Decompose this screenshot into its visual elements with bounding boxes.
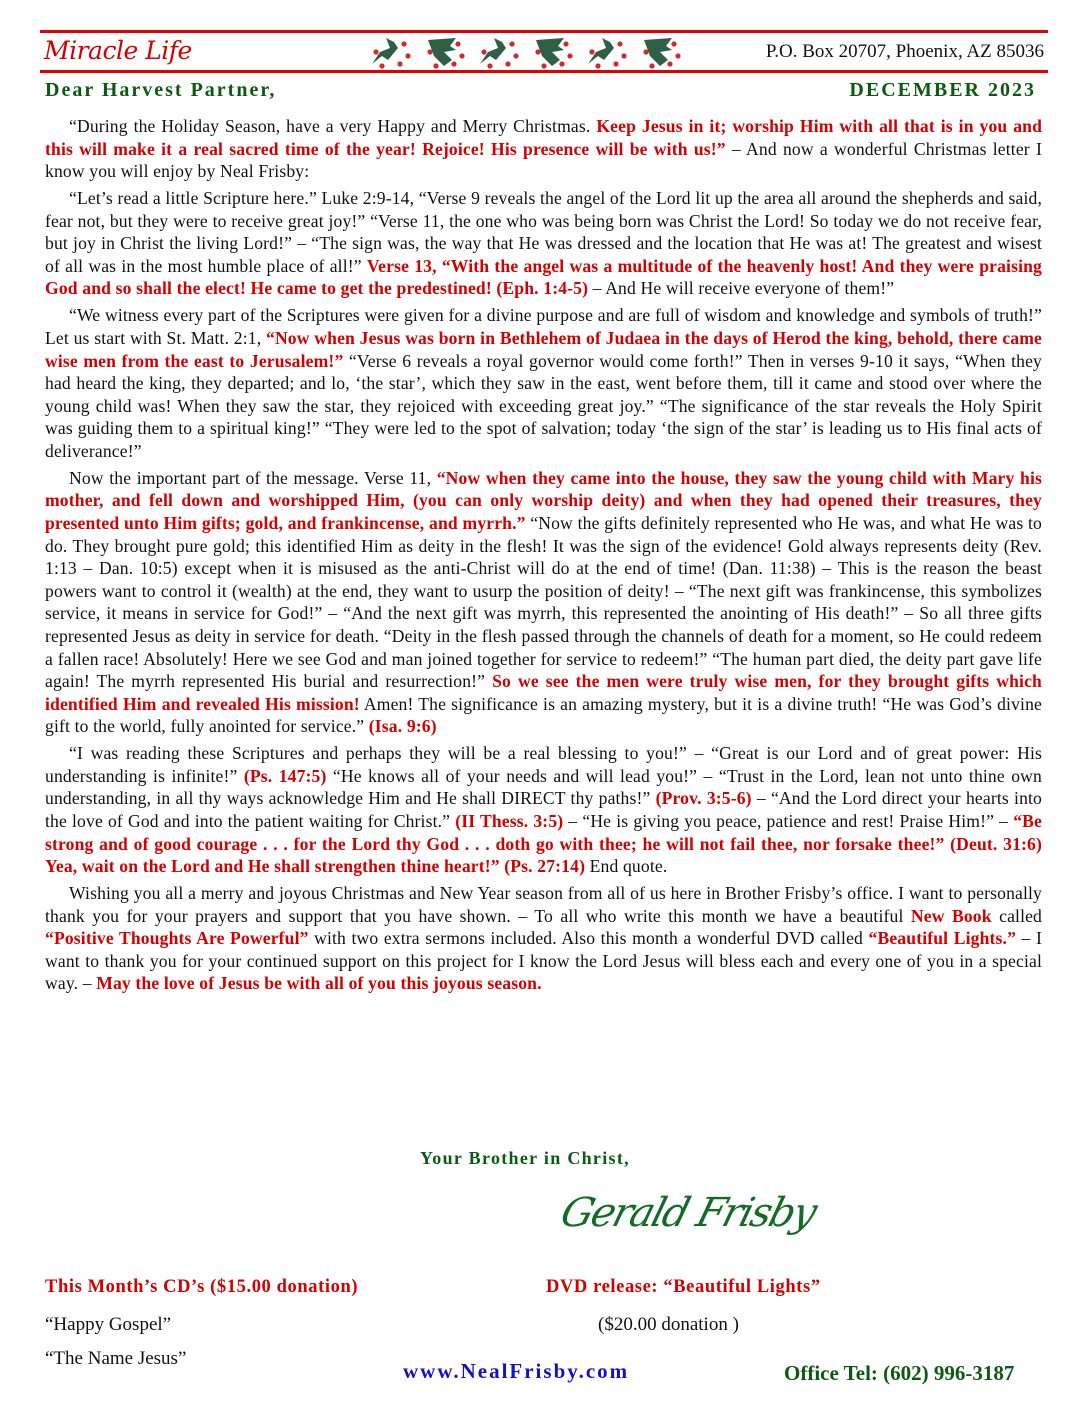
body-text: Amen! The significance is an amazing mystery, but it is a divine truth! “He was God’s divine gift to the world, fully anointed for service.” [45, 693, 1042, 737]
paragraph [45, 115, 1042, 183]
emphasis-text: (Isa. 9:6) [368, 716, 437, 737]
paragraph [45, 742, 1042, 878]
holly-banner-icon [368, 34, 690, 70]
body-text: End quote. [585, 856, 668, 877]
body-text: “Now the gifts definitely represented who He was, and what He was to do. They brought pure gold; this identified Him as deity in the flesh! It was the sign of the evidence! Gold always represents deity (Rev. 1:13 – Dan. 10:5) except when it is misused as the anti-Christ will do at the end of time! (Dan. 11:38) – This is the reason the beast powers want to control it (wealth) at the end, they want to usurp the position of deity! – “The next gift was frankincense, this symbolizes service, it means in service for God!” – “And the next gift was myrrh, this represented the anointing of His death!” – So all three gifts represented Jesus as deity in service for death. “Deity in the flesh passed through the channels of death for a moment, so He could redeem a fallen race! Absolutely! Here we see God and man joined together for service to redeem!” “The human part died, the deity part gave life again! The myrrh represented His burial and resurrection!” [45, 512, 1042, 692]
cd-heading: This Month’s CD’s ($15.00 donation) [45, 1277, 359, 1297]
body-text: – And He will receive everyone of them!” [588, 278, 895, 299]
body-text: “We witness every part of the Scriptures were given for a divine purpose and are full of wisdom and knowledge and symbols of truth!” Let us start with St. Matt. 2:1, [45, 305, 1042, 348]
emphasis-text: Verse 13, “With the angel was a multitude of the heavenly host! And they were praising God and so shall the elect! He came to get the predestined! (Eph. 1:4-5) [45, 255, 1043, 299]
emphasis-text: (Ps. 147:5) [243, 765, 327, 786]
emphasis-text: May the love of Jesus be with all of you this joyous season. [96, 973, 542, 994]
holly-leaf-icon [427, 38, 464, 69]
office-phone: Office Tel: (602) 996-3187 [784, 1361, 1015, 1385]
emphasis-text: “Now when Jesus was born in Bethlehem of Judaea in the days of Herod the king, behold, there came wise men from the east to Jerusalem!” [45, 327, 1042, 371]
paragraph [45, 882, 1042, 995]
top-rule [40, 30, 1048, 33]
body-text: “I was reading these Scriptures and perhaps they will be a real blessing to you!” – “Great is our Lord and of great power: His understanding is infinite!” [45, 743, 1042, 786]
body-text: – I want to thank you for your continued support on this project for I know the Lord Jesus will bless each and every one of you in a special way. – [45, 928, 1042, 994]
logo: Miracle Life [44, 36, 192, 65]
signature: Gerald Frisby [555, 1190, 821, 1236]
emphasis-text: “Beautiful Lights.” [868, 928, 1017, 949]
holly-leaf-icon [535, 38, 572, 69]
emphasis-text: “Positive Thoughts Are Powerful” [45, 928, 309, 949]
paragraph [45, 467, 1042, 738]
emphasis-text: New Book [910, 905, 992, 926]
dvd-price: ($20.00 donation ) [598, 1314, 739, 1335]
emphasis-text: (Prov. 3:5-6) [655, 788, 752, 809]
emphasis-text: “Be strong and of good courage . . . for the Lord thy God . . . doth go with thee; he will not fail thee, nor forsake thee!” (Deut. 31:6) Yea, wait on the Lord and He shall strengthen thine heart!” (Ps. 27:14) [45, 811, 1042, 877]
address: P.O. Box 20707, Phoenix, AZ 85036 [765, 41, 1044, 62]
website-link[interactable]: www.NealFrisby.com [403, 1359, 630, 1383]
body-text: “He knows all of your needs and will lead you!” – “Trust in the Lord, lean not unto thine own understanding, in all thy ways acknowledge Him and He shall DIRECT thy paths!” [45, 765, 1042, 809]
body-text: with two extra sermons included. Also this month a wonderful DVD called [308, 928, 869, 949]
emphasis-text: (II Thess. 3:5) [455, 811, 564, 831]
paragraph [45, 304, 1042, 462]
header-rule [40, 70, 1048, 73]
holly-leaf-icon [588, 38, 627, 69]
dvd-heading: DVD release: “Beautiful Lights” [546, 1277, 821, 1297]
body-text: “Verse 6 reveals a royal governor would come forth!” Then in verses 9-10 it says, “When they had heard the king, they departed; and lo, ‘the star’, which they saw in the east, went before them, till it came and stood over where the young child was! When they saw the star, they rejoiced with exceeding great joy.” “The significance of the star reveals the Holy Spirit was guiding them to a spiritual king!” “They were led to the spot of salvation; today ‘the sign of the star’ is leading us to His final acts of deliverance!” [45, 350, 1042, 461]
closing: Your Brother in Christ, [420, 1148, 630, 1168]
letter-date: DECEMBER 2023 [849, 79, 1036, 101]
paragraph [45, 187, 1042, 300]
body-text: – “He is giving you peace, patience and rest! Praise Him!” – [563, 811, 1014, 831]
holly-leaf-icon [480, 38, 519, 69]
body-text: – “And the Lord direct your hearts into the love of God and into the patient waiting for Christ.” [45, 788, 1042, 831]
body-text: “Let’s read a little Scripture here.” Luke 2:9-14, “Verse 9 reveals the angel of the Lord lit up the area all around the shepherds and said, fear not, but they were to receive great joy!” “Verse 11, the one who was being born was Christ the Lord! So today we do not receive fear, but joy in Christ the living Lord!” – “The sign was, the way that He was dressed and the location that He was at! The greatest and wisest of all was in the most humble place of all!” [45, 188, 1042, 276]
emphasis-text: So we see the men were truly wise men, for they brought gifts which identified Him and revealed His mission! [45, 671, 1042, 714]
emphasis-text: “Now when they came into the house, they saw the young child with Mary his mother, and fell down and worshipped Him, (you can only worship deity) and when they had opened their treasures, they presented unto Him gifts; gold, and frankincense, and myrrh.” [45, 467, 1042, 533]
emphasis-text: Keep Jesus in it; worship Him with all that is in you and this will make it a real sacred time of the year! Rejoice! His presence will be with us!” [45, 116, 1043, 159]
body-text: “During the Holiday Season, have a very Happy and Merry Christmas. [69, 116, 597, 136]
body-text: Wishing you all a merry and joyous Christmas and New Year season from all of us here in Brother Frisby’s office. I want to personally thank you for your prayers and support that you have shown. – To all who write this month we have a beautiful [45, 883, 1042, 926]
greeting: Dear Harvest Partner, [45, 79, 277, 101]
cd-item: “Happy Gospel” [45, 1314, 172, 1335]
body-text: – And now a wonderful Christmas letter I know you will enjoy by Neal Frisby: [45, 138, 1042, 182]
holly-leaf-icon [643, 38, 680, 69]
letter-body [45, 115, 1042, 999]
holly-leaf-icon [372, 38, 411, 69]
body-text: Now the important part of the message. Verse 11, [69, 467, 437, 488]
cd-item: “The Name Jesus” [45, 1348, 187, 1369]
body-text: called [991, 905, 1043, 926]
